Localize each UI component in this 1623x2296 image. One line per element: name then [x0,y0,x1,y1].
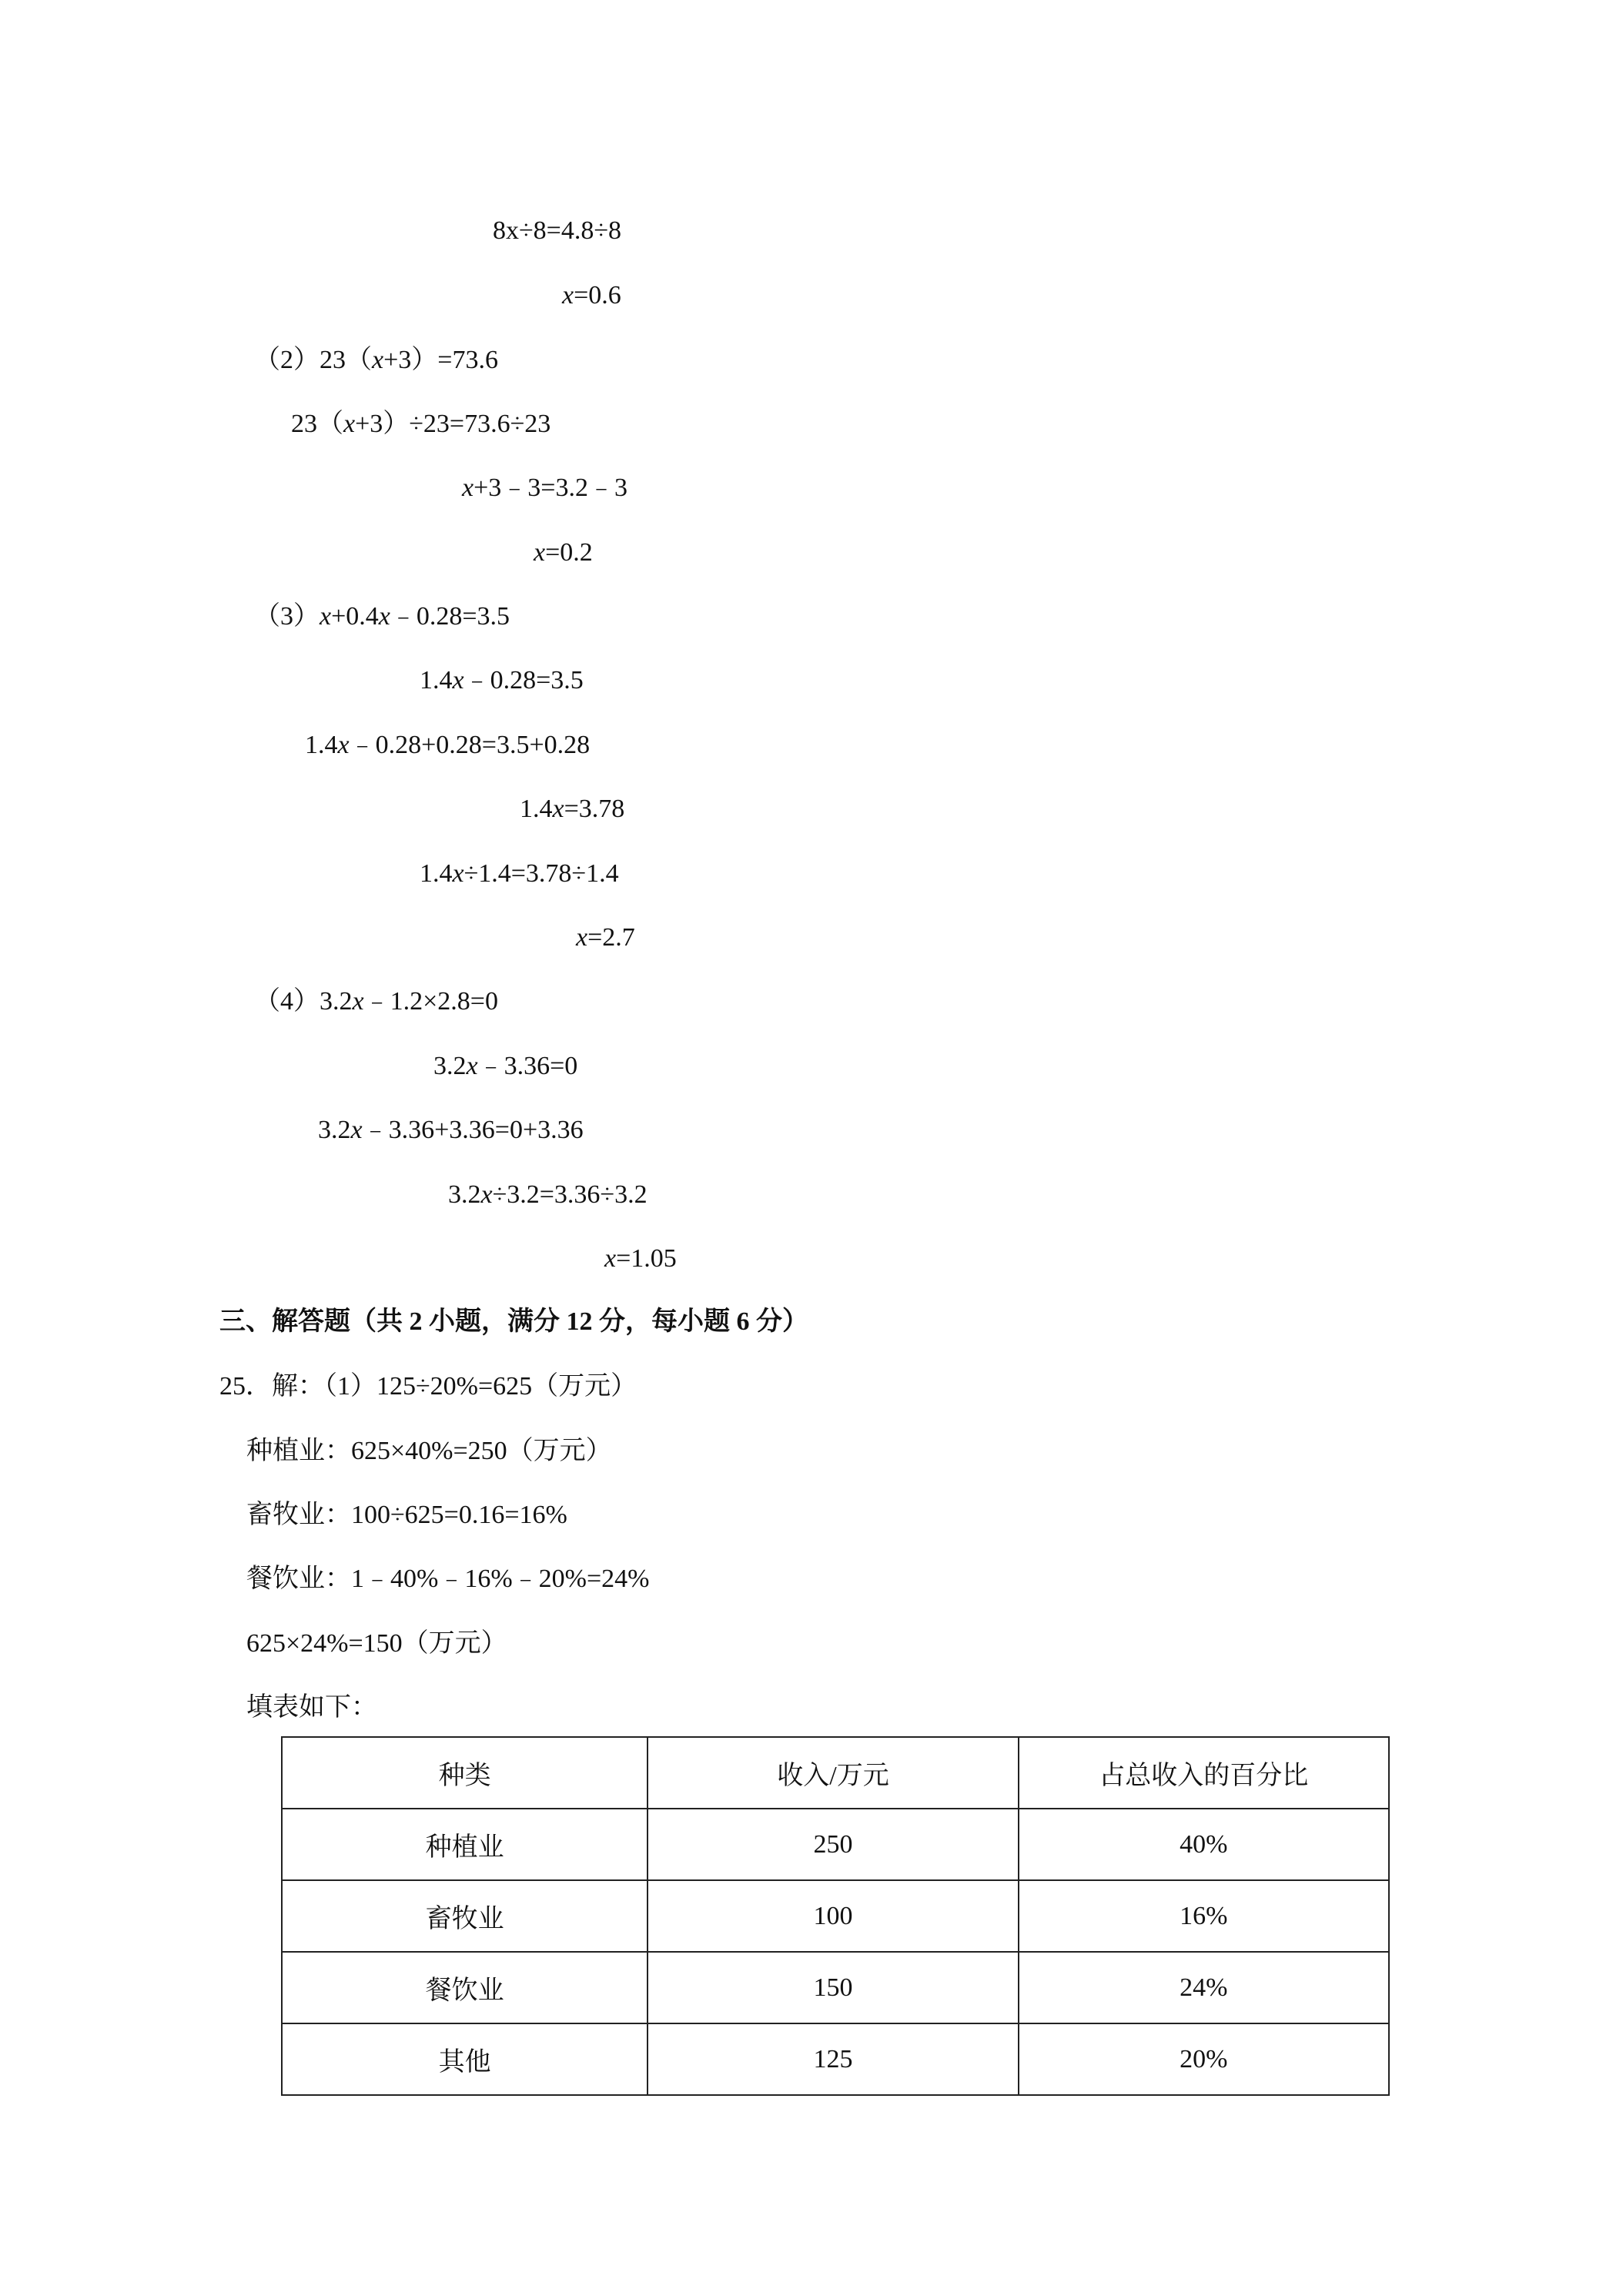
q25-line3: 畜牧业：100÷625=0.16=16% [246,1501,567,1529]
eq2-step1 [291,409,550,440]
eq3-step2 [305,730,590,761]
eq4-title-part-a: （4）3.2 [254,987,353,1016]
variable-x: x [562,281,574,310]
variable-x: x [452,666,464,694]
cell-percentage: 16% [1019,1880,1389,1952]
eq3-step3 [520,794,624,825]
eq2-answer [534,537,593,568]
cell-income: 125 [648,2023,1018,2095]
table-row [282,2023,1389,2095]
cell-category: 种植业 [282,1809,648,1880]
eq4-step3-part-a: 3.2 [448,1180,481,1209]
eq2-step2 [462,473,627,504]
cell-income: 250 [648,1809,1018,1880]
variable-x: x [452,859,464,888]
eq1-answer-text: =0.6 [574,281,621,310]
eq3-title-part-a: （3） [254,602,320,631]
eq2-step1-part-b: +3）÷23=73.6÷23 [355,410,551,438]
eq3-step4-part-b: ÷1.4=3.78÷1.4 [463,859,619,888]
table-header-row [282,1737,1389,1809]
eq3-title [254,601,510,632]
cell-category: 畜牧业 [282,1880,648,1952]
eq1-step3-text: 8x÷8=4.8÷8 [493,216,621,245]
cell-income: 100 [648,1880,1018,1952]
variable-x: x [337,731,350,759]
eq4-step1 [433,1051,577,1082]
table-row [282,1952,1389,2023]
section-heading: 三、解答题（共 2 小题，满分 12 分，每小题 6 分） [219,1307,808,1336]
cell-percentage: 24% [1019,1952,1389,2023]
cell-percentage: 20% [1019,2023,1389,2095]
eq3-step1-part-a: 1.4 [420,666,453,694]
variable-x: x [534,538,546,567]
eq2-title [254,345,498,376]
q25-line1: 25．解：（1）125÷20%=625（万元） [219,1372,637,1401]
variable-x: x [466,1052,478,1080]
eq3-step3-part-a: 1.4 [520,795,553,823]
variable-x: x [480,1180,493,1209]
variable-x: x [378,602,390,631]
eq3-step1-part-b: ﹣0.28=3.5 [463,666,584,694]
q25-line6: 填表如下： [246,1693,377,1722]
eq3-title-part-c: ﹣0.28=3.5 [390,602,510,631]
variable-x: x [576,923,588,952]
header-percentage: 占总收入的百分比 [1019,1737,1389,1809]
cell-category: 其他 [282,2023,648,2095]
eq4-answer [604,1243,677,1274]
eq4-step2-part-b: ﹣3.36+3.36=0+3.36 [362,1116,584,1144]
eq4-step1-part-b: ﹣3.36=0 [477,1052,578,1080]
variable-x: x [343,410,356,438]
eq3-title-part-b: +0.4 [331,602,379,631]
eq3-step1 [420,665,584,696]
q25-line5: 625×24%=150（万元） [246,1629,507,1658]
eq2-title-part-b: +3）=73.6 [383,346,498,374]
eq3-step4-part-a: 1.4 [420,859,453,888]
eq4-step2-part-a: 3.2 [318,1116,351,1144]
eq3-answer-text: =2.7 [587,923,635,952]
eq4-title-part-b: ﹣1.2×2.8=0 [363,987,498,1016]
eq4-step3 [448,1180,648,1210]
header-category: 种类 [282,1737,648,1809]
eq4-answer-text: =1.05 [616,1244,677,1273]
variable-x: x [604,1244,617,1273]
q25-line2: 种植业：625×40%=250（万元） [246,1437,612,1465]
variable-x: x [350,1116,363,1144]
variable-x: x [462,474,474,502]
table-row [282,1880,1389,1952]
eq3-step2-part-a: 1.4 [305,731,338,759]
header-income: 收入/万元 [648,1737,1018,1809]
eq2-step1-part-a: 23（ [291,410,343,438]
eq4-title [254,986,498,1017]
cell-income: 150 [648,1952,1018,2023]
income-table [281,1736,1390,2096]
eq4-step2 [318,1115,584,1146]
cell-category: 餐饮业 [282,1952,648,2023]
eq1-answer [562,280,621,311]
cell-percentage: 40% [1019,1809,1389,1880]
variable-x: x [352,987,364,1016]
eq2-answer-text: =0.2 [545,538,593,567]
variable-x: x [372,346,384,374]
eq4-step1-part-a: 3.2 [433,1052,467,1080]
eq1-step3 [493,216,621,246]
eq3-step3-part-b: =3.78 [564,795,625,823]
eq4-step3-part-b: ÷3.2=3.36÷3.2 [492,1180,648,1209]
eq3-answer [576,922,635,953]
variable-x: x [552,795,564,823]
eq3-step4 [420,858,619,889]
q25-line4: 餐饮业：1﹣40%﹣16%﹣20%=24% [246,1565,650,1593]
eq2-title-part-a: （2）23（ [254,346,372,374]
table-row [282,1809,1389,1880]
eq3-step2-part-b: ﹣0.28+0.28=3.5+0.28 [349,731,591,759]
eq2-step2-text: +3﹣3=3.2﹣3 [474,474,627,502]
variable-x: x [320,602,332,631]
